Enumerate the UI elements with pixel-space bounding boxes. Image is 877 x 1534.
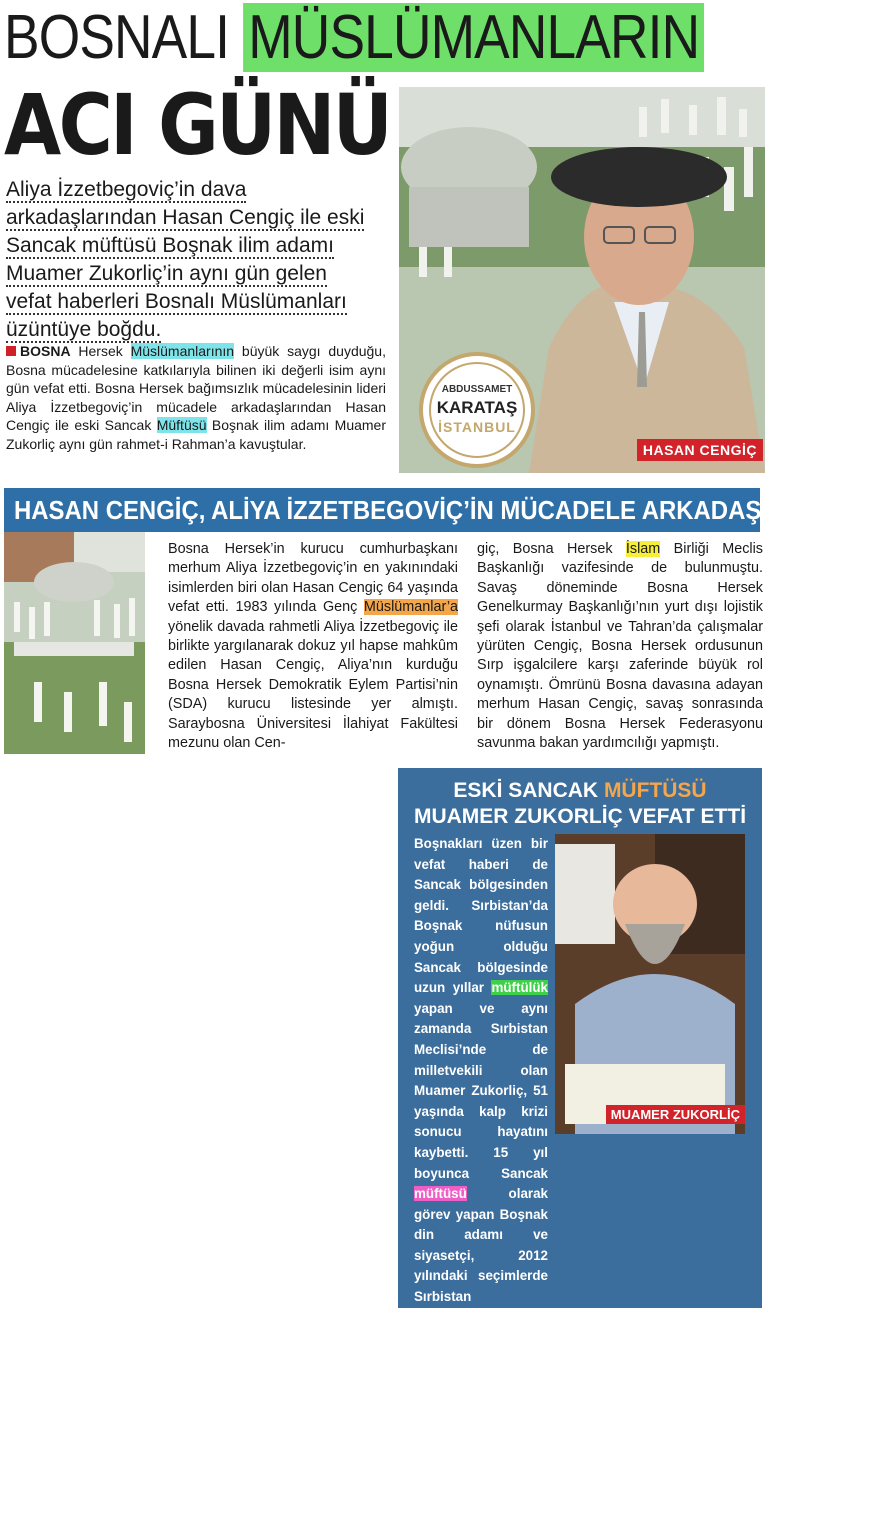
box-highlight-2: müftüsü [414, 1186, 467, 1202]
zukorlic-illustration [555, 834, 745, 1134]
badge-last-name: KARATAŞ [436, 398, 518, 417]
article-column-2 [477, 540, 763, 753]
box-text-2: yapan ve aynı zamanda Sırbistan Meclisi’nde de milletvekili olan Muamer Zukorliç, 51 yaşında kalp krizi sonucu hayatını kaybetti. 15 yıl boyunca Sancak [414, 1000, 548, 1181]
red-square-icon [6, 346, 16, 356]
section-banner [4, 488, 808, 532]
col2-highlight: İslam [625, 541, 661, 557]
headline-line-2: ACI GÜNÜ [4, 76, 391, 174]
headline-word-muslumanlarin: MÜSLÜMANLARIN [243, 3, 704, 72]
lead-paragraph [6, 176, 378, 344]
headline-line-1 [4, 2, 778, 74]
cemetery-illustration [4, 532, 145, 754]
box-title-text: ESKİ SANCAK [453, 779, 599, 802]
intro-text-3: Boşnak ilim adamı Muamer Zukorliç aynı gün rahmet-i Rahman’a kavuştular. [6, 417, 387, 452]
banner-text: HASAN CENGİÇ, ALİYA İZZETBEGOVİÇ’İN MÜCADELE ARKADAŞIYDI [14, 495, 808, 525]
col1-text-1: Bosna Hersek’in kurucu cumhurbaşkanı merhum Aliya İzzetbegoviç’in en yakınındaki isimlerden biri olan Hasan Cengiç 64 yaşında vefat etti. 1983 yılında Genç [168, 541, 458, 616]
box-body-narrow [414, 834, 548, 1534]
intro-text-1: Hersek [78, 343, 123, 359]
author-badge [419, 352, 535, 468]
box-title-line-1 [398, 778, 762, 804]
photo-caption: HASAN CENGİÇ [637, 439, 763, 461]
photo-caption-zukorlic: MUAMER ZUKORLİÇ [606, 1105, 745, 1124]
badge-first-name: ABDUSSAMET [441, 384, 513, 395]
lead-text: Aliya İzzetbegoviç’in dava arkadaşlarından Hasan Cengiç ile eski Sancak müftüsü Boşnak ilim adamı Muamer Zukorliç’in aynı gün gelen vefat haberleri Bosnalı Müslümanları üzüntüye boğdu. [6, 178, 365, 341]
col1-highlight: Müslümanlar’a [363, 599, 459, 616]
intro-text-2: büyük saygı duyduğu, Bosna mücadelesine katkılarıyla bilinen iki değerli isim aynı gün vefat etti. Bosna Hersek bağımsızlık mücadelesinin lideri Aliya İzzetbegoviç’in mücadele arkadaşlarından Hasan Cengiç ile eski Sancak [6, 343, 386, 434]
box-title-line-2: MUAMER ZUKORLİÇ VEFAT ETTİ [413, 805, 747, 828]
box-title-accent: MÜFTÜSÜ [603, 779, 707, 802]
col2-text-1: giç, Bosna Hersek [477, 541, 613, 557]
muamer-zukorlic-photo [555, 834, 745, 1134]
box-text-3: olarak görev yapan Boşnak din adamı ve siyasetçi, 2012 yılındaki seçimlerde Sırbistan cumhurbaşkanlığına da aday olmuştu. Zukorliç’in naaşı dün öğle namazını müteakiben Novi Pazar’da Gazi İsa Bey Meydanı’nda kılınan cenaze namazının ardından Orlje köyünde defnedildi. [414, 1186, 548, 1531]
article-column-1 [168, 540, 458, 753]
col1-text-2: yönelik davada rahmetli Aliya İzzetbegoviç ile birlikte yargılanarak dokuz yıl hapse mahkûm edilen Hasan Cengiç, Aliya’nın kurduğu Bosna Hersek Demokratik Eylem Partisi’nin (SDA) kurucu listesinde yer almıştı. Saraybosna Üniversitesi İlahiyat Fakültesi mezunu olan Cen- [168, 618, 458, 752]
badge-city: İSTANBUL [438, 419, 516, 435]
intro-highlight-1: Müslümanlarının [130, 343, 235, 359]
dateline: BOSNA [20, 343, 71, 359]
col2-text-2: Birliği Meclis Başkanlığı vazifesinde de bulunmuştu. Savaş döneminde Bosna Hersek Genelkurmay Başkanlığı’nın yurt dışı lojistik şefi olarak İstanbul ve Tahran’da çalışmalar yürüten Cengiç, Bosna Hersek ordusunun Sırp işgalcilere karşı zaferinde büyük rol oynamıştı. Ömrünü Bosna davasına adayan merhum Hasan Cengiç, savaş sonrasında bir dönem Bosna Hersek Federasyonu savunma bakan yardımcılığı yapmıştı. [477, 541, 764, 752]
headline-word-bosnali: BOSNALI [4, 3, 230, 72]
cemetery-photo [4, 532, 145, 754]
intro-paragraph [6, 342, 386, 454]
intro-highlight-2: Müftüsü [156, 417, 207, 434]
box-text-1: Boşnakları üzen bir vefat haberi de Sancak bölgesinden geldi. Sırbistan’da Boşnak nüfusun yoğun olduğu Sancak bölgesinde uzun yıllar [414, 836, 548, 996]
box-highlight-1: müftülük [491, 980, 548, 996]
